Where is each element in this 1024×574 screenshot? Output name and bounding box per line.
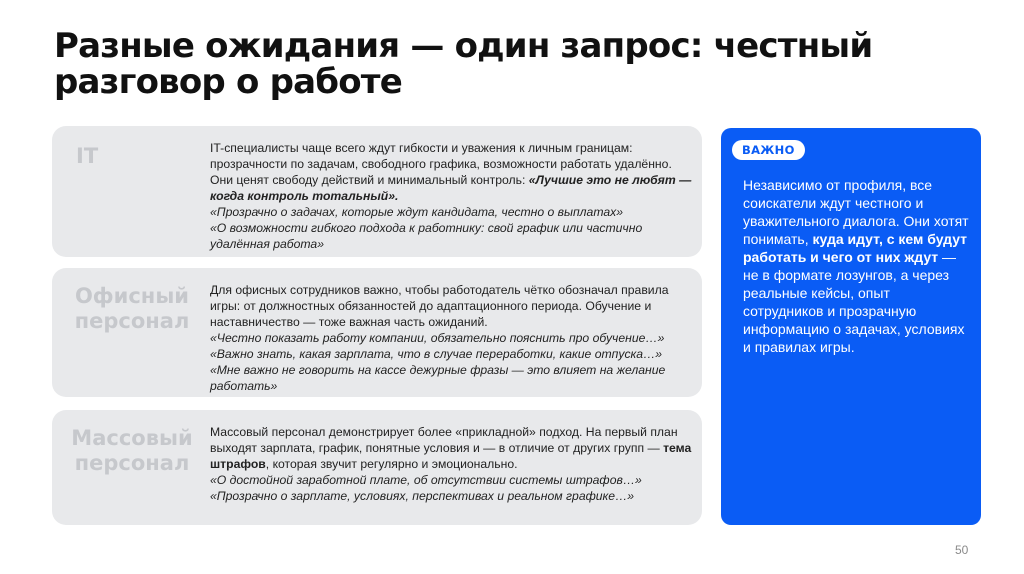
segment-card-office <box>52 268 702 397</box>
segment-label-line: Офисный <box>74 284 190 308</box>
segment-label-line: Массовый <box>71 426 193 450</box>
page-number: 50 <box>955 543 969 557</box>
segment-card-mass <box>52 410 702 525</box>
intro-bold-quote: «Лучшие это не любят — когда контроль тотальный». <box>210 173 692 203</box>
segment-label-line: IT <box>76 144 99 168</box>
segment-quote: «О возможности гибкого подхода к работнику: свой график или частично удалённая работа» <box>210 221 643 251</box>
segment-label-mass <box>52 426 212 476</box>
segment-description-it <box>210 140 696 252</box>
callout-text-bold: куда идут, с кем будут работать и чего от них ждут <box>743 231 968 265</box>
segment-description-office <box>210 282 696 394</box>
slide-title <box>54 28 914 100</box>
segment-quote: «О достойной заработной плате, об отсутствии системы штрафов…» <box>210 473 642 487</box>
important-callout <box>721 128 981 525</box>
segment-card-it <box>52 126 702 257</box>
segment-label-it <box>52 144 206 169</box>
intro-text: IT-специалисты чаще всего ждут гибкости и уважения к личным границам: прозрачности по задачам, свободного графика, возможности работать удалённо. Они ценят свободу действий и минимальный контроль: <box>210 141 672 187</box>
segment-quote: «Прозрачно о зарплате, условиях, перспективах и реальном графике…» <box>210 489 635 503</box>
segment-quote: «Прозрачно о задачах, которые ждут кандидата, честно о выплатах» <box>210 205 624 219</box>
intro-bold: тема штрафов <box>210 441 692 471</box>
segment-label-line: персонал <box>74 309 190 333</box>
callout-text-before: Независимо от профиля, все соискатели ждут честного и уважительного диалога. Они хотят понимать, <box>743 177 969 247</box>
intro-text: Массовый персонал демонстрирует более «прикладной» подход. На первый план выходят зарплата, график, понятные условия и — в отличие от других групп — <box>210 425 678 455</box>
segment-quote: «Честно показать работу компании, обязательно пояснить про обучение…» <box>210 331 665 345</box>
segment-quote: «Важно знать, какая зарплата, что в случае переработки, какие отпуска…» <box>210 347 663 361</box>
segment-description-mass <box>210 424 696 504</box>
segment-quote: «Мне важно не говорить на кассе дежурные фразы — это влияет на желание работать» <box>210 363 666 393</box>
segment-intro <box>210 424 696 472</box>
important-badge: ВАЖНО <box>732 140 805 160</box>
segment-label-office <box>52 284 212 334</box>
callout-text-after: — не в формате лозунгов, а через реальные кейсы, опыт сотрудников и прозрачную информацию о задачах, условиях и правилах игры. <box>743 249 965 355</box>
intro-text-after: , которая звучит регулярно и эмоционально. <box>265 457 518 471</box>
callout-text <box>743 176 969 356</box>
segment-label-line: персонал <box>74 451 190 475</box>
slide-title-line-1: Разные ожидания — один запрос: честный <box>54 26 873 66</box>
slide-title-line-2: разговор о работе <box>54 62 402 102</box>
segment-intro <box>210 140 696 204</box>
segment-intro: Для офисных сотрудников важно, чтобы работодатель чётко обозначал правила игры: от должностных обязанностей до адаптационного периода. Обучение и наставничество — тоже важная часть ожиданий. <box>210 283 669 329</box>
